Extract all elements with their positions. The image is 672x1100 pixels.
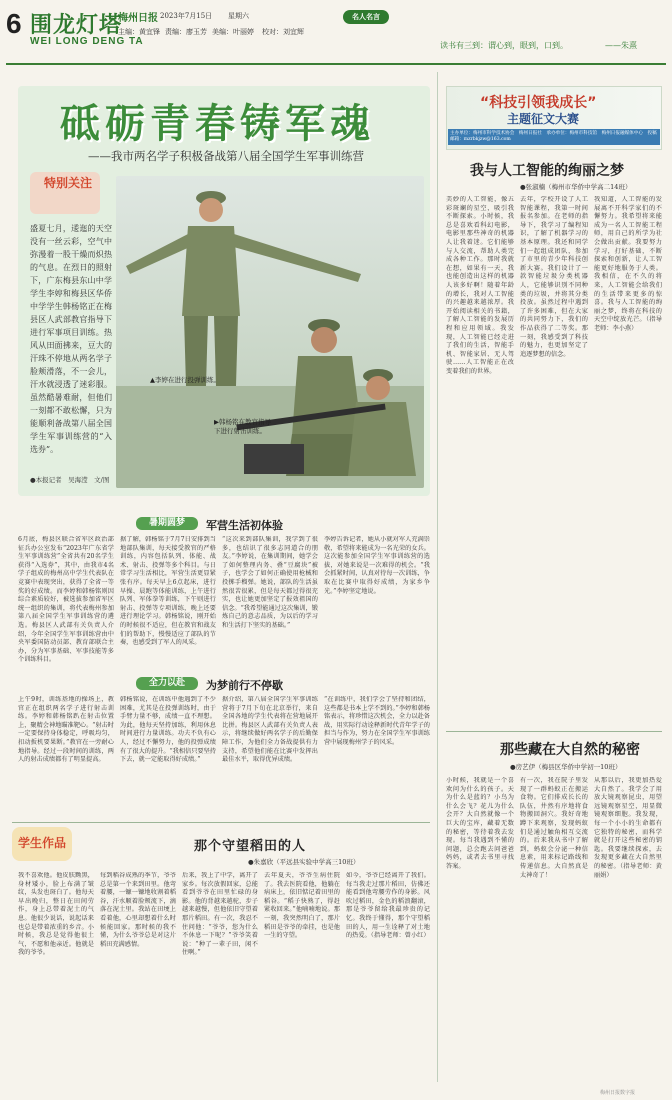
proofer-credit: 校对：刘宜辉 bbox=[262, 28, 304, 36]
lead-body-col-7: 据介绍，第八届全国学生军事训练营将于7月下旬在北京举行，来自全国各地的学生代表将在营地展开比拼。梅县区人武部有关负责人表示，将继续做好两名学子的后勤保障工作，为他们全力备战提供有力支持，希望他们能在比赛中发挥出最佳水平，取得优异成绩。 bbox=[222, 696, 318, 764]
article-nature-col-3: 从那以后，我更加热爱大自然了。我学会了用放大镜观察昆虫，用望远镜观察星空，用显微镜观察细胞。我发现，每一个小小的生命都有它独特的秘密，而科学就是打开这些秘密的钥匙。我要继续探索，去发现更多藏在大自然里的秘密。（指导老师：黄丽娟） bbox=[594, 777, 662, 879]
student-col-2: 每到稻谷成熟的季节，爷爷总是第一个来到田里。他弯着腰，一镰一镰地收割着稻谷，汗水顺着脸颊流下，滴落在泥土里。我站在田埂上看着他，心里却想着什么时候能回家。那时候的我不懂，为什么爷爷总是对这片稻田充满感情。 bbox=[100, 872, 176, 948]
lead-body-col-3: “这次来到部队集训，我学到了很多，也结识了很多志同道合的朋友。”李婷说，在集训期间，她学会了如何整理内务、叠“豆腐块”被子，也学会了如何正确使用枪械和投掷手榴弹。她说，部队的生活虽然很苦很累，但是每天都过得很充实，也让她更加坚定了报效祖国的信念。“我希望能通过这次集训，锻炼自己的意志品质，为以后的学习和生活打下坚实的基础。” bbox=[222, 536, 318, 629]
paper-logo: 梅州日报 bbox=[118, 13, 158, 24]
student-col-4: 去年夏天，爷爷生病住院了。我去医院看他，他躺在病床上，依旧惦记着田里的稻谷。“稻子快熟了，得赶紧收回来。”他喃喃地说。那一刻，我突然明白了，那片稻田是爷爷的牵挂，也是他一生的守望。 bbox=[264, 872, 340, 940]
article-nature-byline: ●房艺伊（梅县区华侨中学初一10班） bbox=[510, 763, 622, 771]
section-banner-1: 暑期圆梦 bbox=[136, 517, 198, 530]
lead-title: 砥砺青春铸军魂 bbox=[60, 100, 375, 147]
article-nature-col-2: 有一次，我在院子里发现了一群蚂蚁正在搬运食物。它们排成长长的队伍，井然有序地将食物搬回洞穴。我好奇地蹲下来观察，发现蚂蚁们是通过触角相互交流的。后来我从书中了解到，蚂蚁会分泌一种信息素，用来标记路线和传递信息。大自然真是太神奇了！ bbox=[520, 777, 588, 879]
article-ai-col-1: 美妙的人工智能，像五彩斑斓的星空，吸引我不断探索。小时候，我总是喜欢看科幻电影，电影里那些神奇的机器人让我着迷。它们能够与人交流，帮助人类完成各种工作。那时我就在想，如果有一天，我也能创造出这样的机器人该多好啊！随着年龄的增长，我对人工智能的兴趣越来越浓厚。我开始阅读相关的书籍，了解人工智能的发展历程和应用领域。我发现，人工智能已经走进了我们的生活，智能手机、智能家居、无人驾驶……人工智能正在改变着我们的世界。 bbox=[446, 196, 514, 375]
student-col-5: 如今，爷爷已经离开了我们。每当我走过那片稻田，仿佛还能看到他弯腰劳作的身影。风吹过稻田，金色的稻浪翻滚，那是爷爷留给我最珍贵的记忆。我终于懂得，那个守望稻田的人，用一生诠释了对土地的热爱。（指导老师：曾小红） bbox=[346, 872, 430, 940]
section-title-1: 军营生活初体验 bbox=[206, 519, 283, 532]
editor2-credit: 责编：廖玉芳 bbox=[165, 28, 207, 36]
section-title: 围龙灯塔 bbox=[30, 13, 123, 38]
header-rule bbox=[6, 63, 666, 65]
article-ai-col-3: 我知道，人工智能的发展离不开科学家们的不懈努力。我希望将来能成为一名人工智能工程师，用自己的所学为社会做出贡献。我要努力学习，打好基础，不断探索和创新，让人工智能更好地服务于人类。我相信，在不久的将来，人工智能会给我们的生活带来更多的惊喜。我与人工智能的绚丽之梦，终将在科技的天空中绽放光芒。（指导老师：李小燕） bbox=[594, 196, 662, 332]
essay-contest-subtitle: 主题征文大赛 bbox=[507, 112, 580, 126]
essay-contest-footer: 主办单位：梅州市科学技术协会 梅州日报社 承办单位：梅州市科技馆 梅州日报融媒体中心 投稿邮箱：mzrbkjzw@163.com bbox=[448, 129, 660, 145]
page-number: 6 bbox=[6, 8, 22, 39]
section-pinyin: WEI LONG DENG TA bbox=[30, 36, 144, 47]
photo-caption-2: ▶韩杨铭在教官指导下进行射击训练。 bbox=[214, 418, 271, 435]
student-article-title: 那个守望稻田的人 bbox=[194, 839, 307, 854]
lead-byline: ●本报记者 吴海滢 文/图 bbox=[30, 476, 110, 484]
column-divider bbox=[437, 72, 438, 1082]
student-col-1: 我不喜欢他。他皮肤黝黑，身材矮小，脸上布满了皱纹，头发也斑白了。他每天早出晚归，整日在田间劳作，身上总带着泥土的气息。他很少说话，说起话来也总是带着浓重的乡音。小时候，我总是觉得他很土气，不愿和他亲近。他就是我的爷爷。 bbox=[18, 872, 94, 957]
designer-credit: 美编：叶丽婷 bbox=[212, 28, 254, 36]
lead-body-col-4: 李婷告诉记者，她从小就对军人充满崇敬，希望将来能成为一名光荣的女兵。这次能参加全国学生军事训练营的选拔，对她来说是一次难得的机会。“我会抓紧时间，认真对待每一次训练，争取在比赛中取得好成绩，为家乡争光。”李婷坚定地说。 bbox=[324, 536, 430, 595]
student-col-3: 后来，我上了中学，离开了家乡。每次放假回家，总能看到爷爷在田里忙碌的身影。他的背越来越驼，步子越来越慢，但他依旧守望着那片稻田。有一次，我忍不住问他：“爷爷，您为什么不休息一下呢？”爷爷笑着说：“种了一辈子田，闲不住啊。” bbox=[182, 872, 258, 957]
section-banner-2: 全力以赴 bbox=[136, 677, 198, 690]
lead-body-col-2: 据了解，韩杨铭于7月7日安排到当地部队集训，每天接受教官的严格训练，内容包括队列、体能、战术、射击、投弹等多个科目。与日常学习生活相比，军营生活更显紧张有序。每天早上6点起床，进行早操、晨跑等体能训练，上午进行队列、军体拳等训练，下午则进行射击、投弹等专项训练，晚上还要进行理论学习。韩杨铭说，刚开始的时候很不适应，但在教官和战友们的帮助下，慢慢适应了部队的节奏，也感受到了军人的风采。 bbox=[120, 536, 216, 647]
article-ai-byline: ●张淑楠（梅州市华侨中学高二14班） bbox=[520, 183, 632, 191]
student-work-label: 学生作品 bbox=[18, 836, 67, 850]
quote-author: ——朱熹 bbox=[605, 41, 637, 50]
lead-body-col-8: “在训练中，我们学会了坚持和团结，这些都是书本上学不到的。”李婷和韩杨铭表示，将珍惜这次机会，全力以赴备战，用实际行动诠释新时代青年学子的担当与作为，努力在全国学生军事训练营中展现梅州学子的风采。 bbox=[324, 696, 430, 746]
lead-body-col-5: 上午9时，训练基地的操场上，教官正在组织两名学子进行射击训练。李婷和韩杨铭趴在射击位置上，聚精会神地瞄准靶心。“射击时一定要保持身体稳定，呼吸均匀，扣动扳机要果断。”教官在一旁耐心地指导。经过一段时间的训练，两人的射击成绩都有了明显提高。 bbox=[18, 696, 114, 764]
lead-body-col-1: 6月底，梅县区联合省军区政治部征兵办公室发布“2023年广东省学生军事训练营”全省共有20名学生获得“入选券”，其中，由我市4名学子组成的梅州高中学生代表队在竞赛中表现突出，获得了全省一等奖的好成绩。而李婷和韩杨铭则因综合素质较好，被选拔参加省军区统一组织的集训，将代表梅州参加第八届全国学生军事训练营的遴选。梅县区人武部有关负责人介绍，今年全国学生军事训练营由中央军委国防动员部、教育部联合主办，分为军事基础、军事技能等多个训练科目。 bbox=[18, 536, 114, 664]
student-byline: ●朱嘉欣（平远县实验中学高三10班） bbox=[248, 858, 360, 866]
lead-intro: 盛夏七月，逶迤的天空没有一丝云彩，空气中弥漫着一股干燥而炽热的气息。在烈日的照射下，广东梅县东山中学学生李婷和梅县区华侨中学学生韩杨铭正在梅县区人武部教官指导下进行军事项目训练。热风从田面拂来，豆大的汗珠不停地从两名学子脸颊滑落，不一会儿，汗水就浸透了迷彩服。虽然酷暑难耐，但他们一刻都不敢松懈，只为能顺利备战第八届全国学生军事训练营的“入选券”。 bbox=[30, 224, 112, 454]
issue-date: 2023年7月15日 bbox=[160, 12, 213, 20]
lead-body-col-6: 韩杨铭说，在训练中他遇到了不少困难，尤其是在投弹训练时，由于手臂力量不够，成绩一直不理想。为此，他每天坚持加练，利用休息时间进行力量训练。功夫不负有心人，经过不懈努力，他的投弹成绩有了很大的提升。“我相信只要坚持下去，就一定能取得好成绩。” bbox=[120, 696, 216, 764]
editor-credit: 主编：黄宜锋 bbox=[118, 28, 160, 36]
quote-seal: 名人名言 bbox=[343, 10, 389, 24]
article-nature-col-1: 小时候，我就是一个喜欢问为什么的孩子。天为什么是蓝的？小鸟为什么会飞？花儿为什么会开？大自然就像一个巨大的宝库，藏着无数的秘密，等待着我去发现。每当我遇到不懂的问题，总会跑去问爸爸妈妈，或者去书里寻找答案。 bbox=[446, 777, 514, 870]
lead-subtitle: ——我市两名学子积极备战第八届全国学生军事训练营 bbox=[88, 149, 364, 163]
digital-edition-watermark: 梅州日报数字报 bbox=[600, 1090, 636, 1096]
issue-weekday: 星期六 bbox=[228, 12, 249, 20]
article-divider bbox=[446, 731, 662, 732]
photo-caption-1: ▲李婷在进行投弹训练。 bbox=[150, 376, 220, 384]
article-ai-col-2: 去年，学校开设了人工智能课程，我第一时间报名参加。在老师的指导下，我学习了编程知识，了解了机器学习的基本原理。我还和同学们一起组成团队，参加了市里的青少年科技创新大赛。我们设计了一款智能垃圾分类机器人，它能够识别不同种类的垃圾，并将其分类投放。虽然过程中遇到了许多困难，但在大家的共同努力下，我们的作品获得了二等奖。那一刻，我感受到了科技的魅力，也更加坚定了追逐梦想的信念。 bbox=[520, 196, 588, 358]
article-nature-title: 那些藏在大自然的秘密 bbox=[500, 742, 640, 758]
student-rule bbox=[12, 822, 430, 823]
essay-contest-title: “科技引领我成长” bbox=[480, 95, 597, 111]
quote-text: 读书有三到：谓心到，眼到，口到。 bbox=[440, 41, 568, 50]
lead-photo-illustration bbox=[116, 176, 424, 488]
lead-photo bbox=[116, 176, 424, 488]
special-focus-label: 特别关注 bbox=[44, 176, 93, 190]
article-ai-title: 我与人工智能的绚丽之梦 bbox=[470, 163, 624, 179]
section-title-2: 为梦前行不停歇 bbox=[206, 679, 283, 692]
